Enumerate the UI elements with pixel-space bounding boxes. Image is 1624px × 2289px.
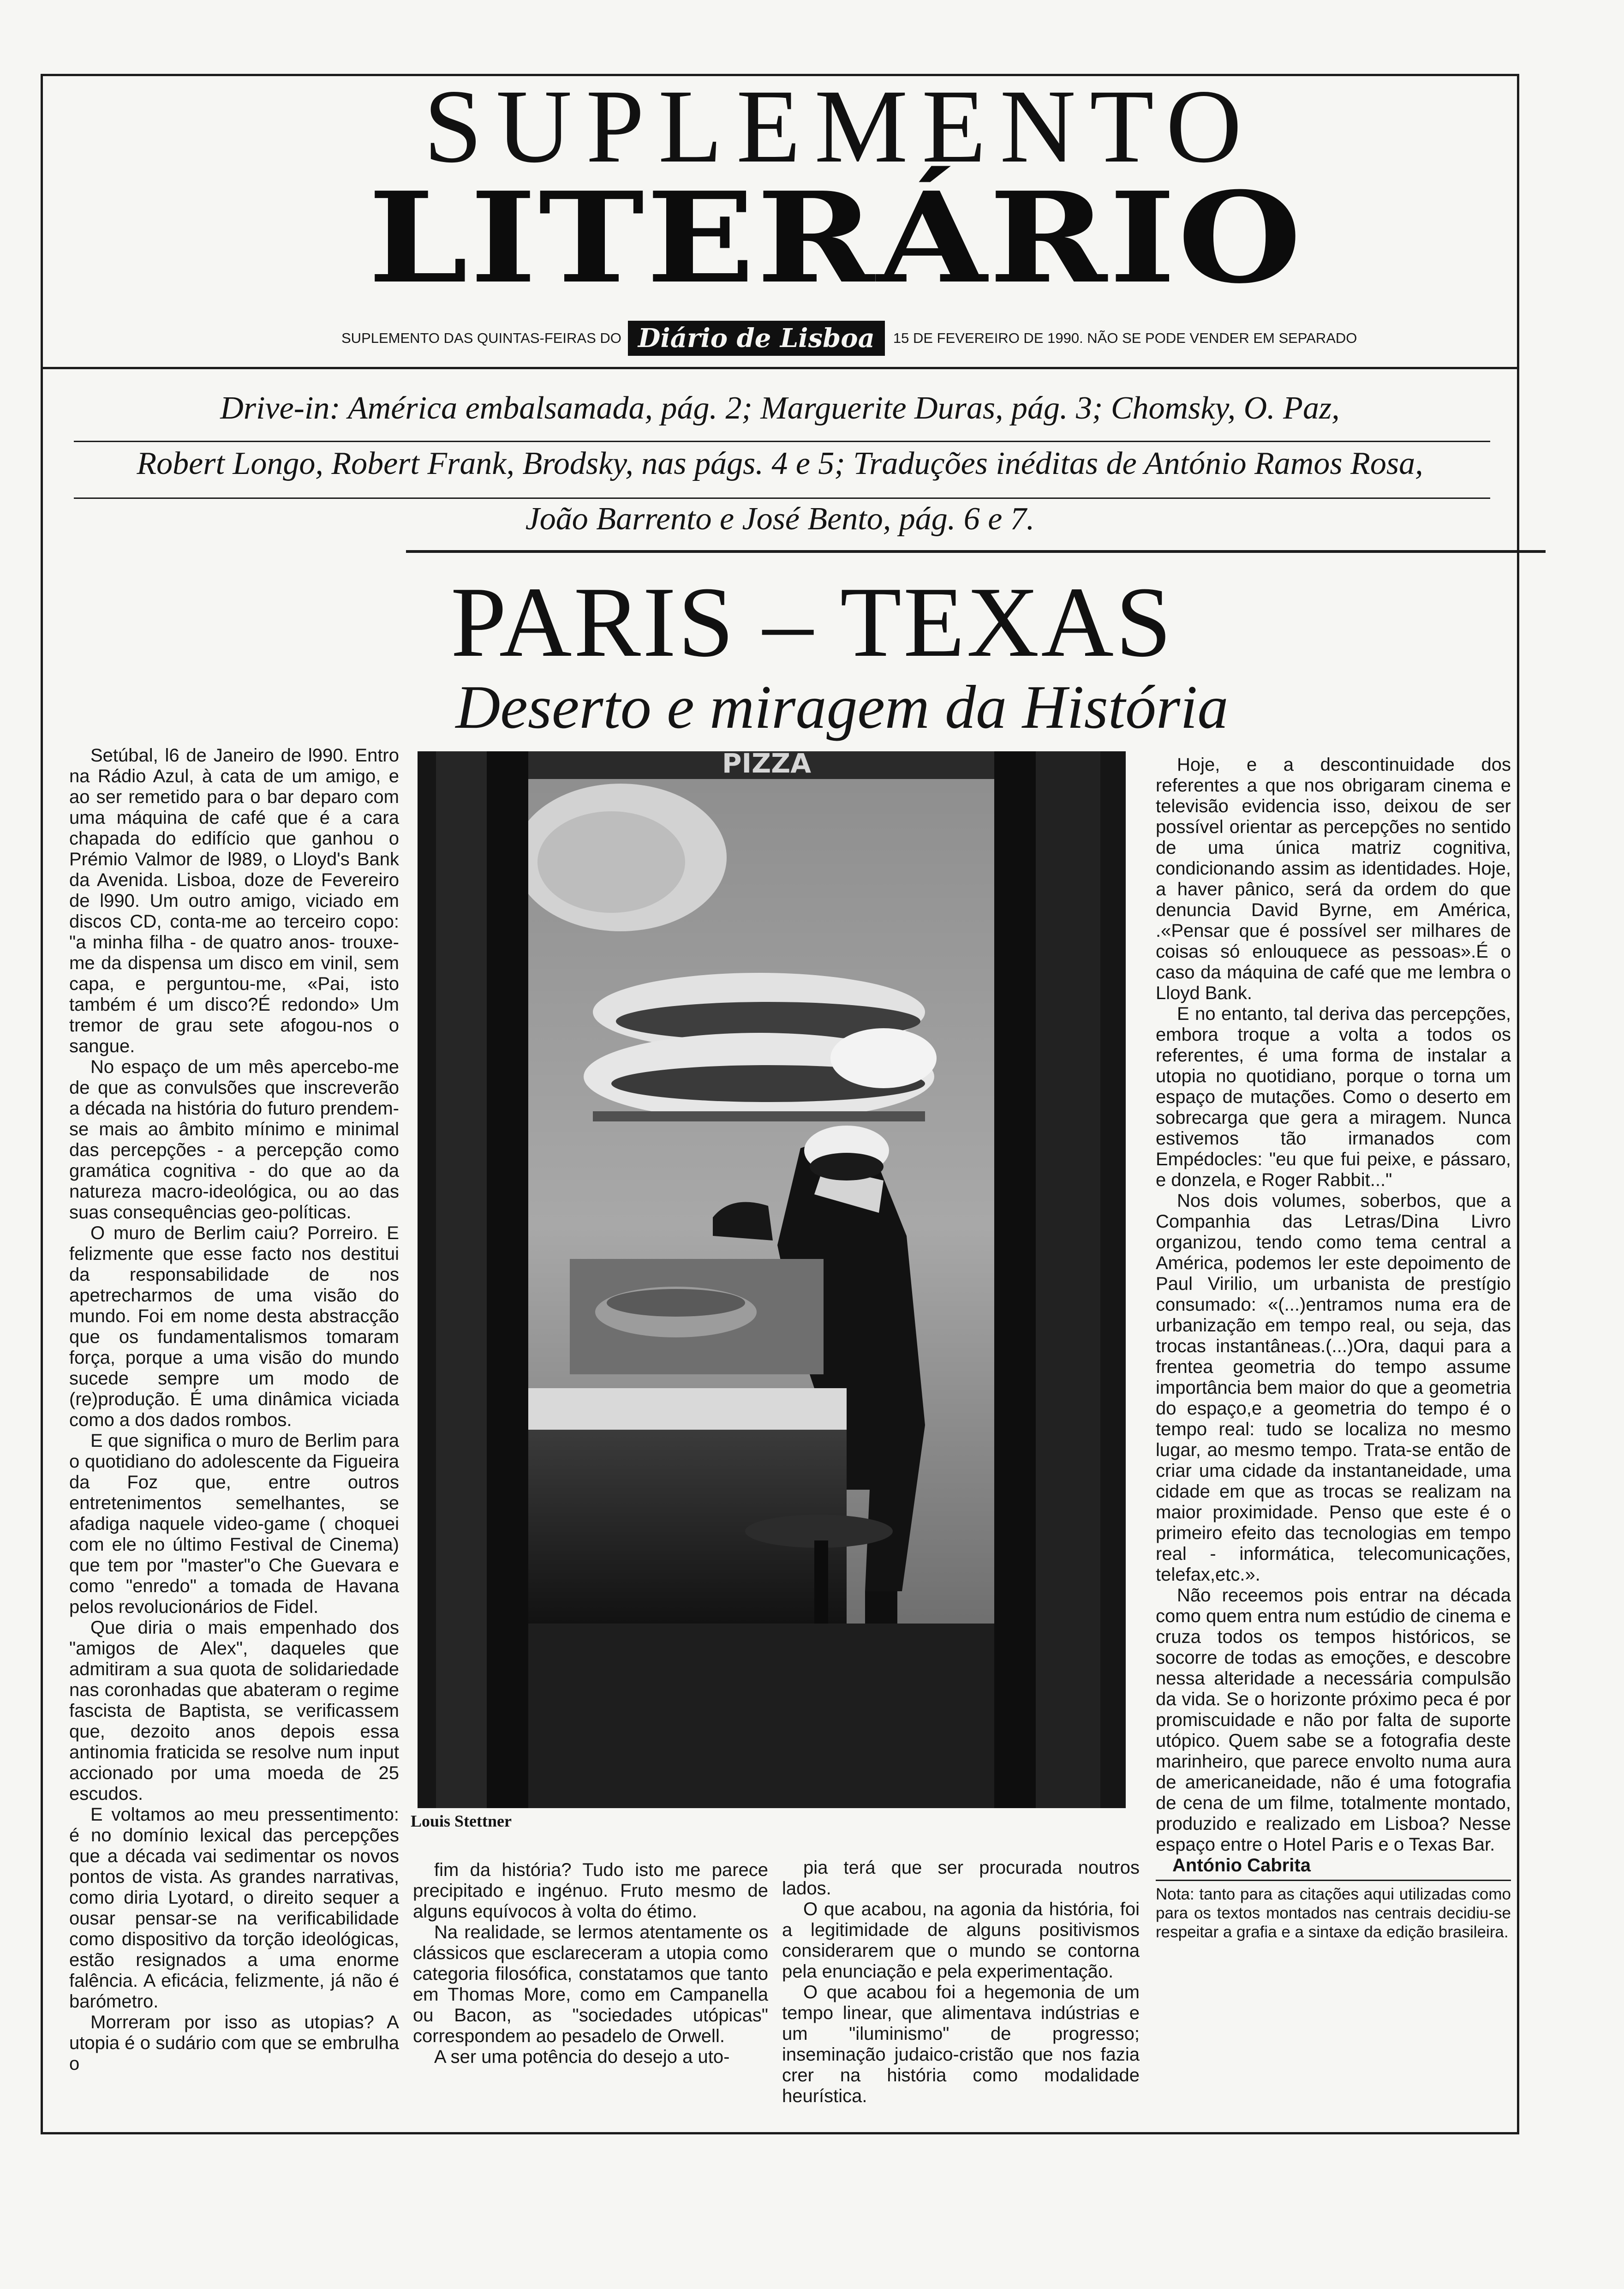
article-paragraph: Não receemos pois entrar na década como quem entra num estúdio de cinema e cruza todos os tempos históricos, se socorre de todas as emoções, e descobre nessa alteridade a necessária compulsão da vida. Se o horizonte próximo peca é por promiscuidade e não por falta de suporte utópico. Quem sabe se a fotografia deste marinheiro, que parece envolto numa aura de americaneidade, não é uma fotografia de cena de um filme, totalmente montado, produzido e realizado em Lisboa? Nesse espaço entre o Hotel Paris e o Texas Bar. [1156,1585,1511,1855]
summary-line-2: Robert Longo, Robert Frank, Brodsky, nas págs. 4 e 5; Traduções inéditas de António Ramos Rosa, [137,446,1423,481]
summary-line-1: Drive-in: América embalsamada, pág. 2; Marguerite Duras, pág. 3; Chomsky, O. Paz, [220,390,1340,426]
article-paragraph: fim da história? Tudo isto me parece precipitado e ingénuo. Fruto mesmo de alguns equívocos à volta do étimo. [413,1860,768,1922]
article-paragraph: O muro de Berlim caiu? Porreiro. E felizmente que esse facto nos destitui da responsabilidade de nos apetrecharmos de uma visão do mundo. Foi em nome desta abstracção que os fundamentalismos tomaram força, porque a uma visão do mundo sucede sempre um modo de (re)produção. É uma dinâmica viciada como a dos dados rombos. [69,1223,399,1430]
article-paragraph: Nos dois volumes, soberbos, que a Companhia das Letras/Dina Livro organizou, tendo como tema central a América, podemos ler este depoimento de Paul Virilio, um urbanista de prestígio consumado: «(...)entramos numa era de urbanização em tempo real, ou seja, das trocas instantâneas.(...)Ora, daqui para a frentea geometria do tempo assume importância bem maior do que a geometria do espaço,e a geometria do tempo é o tempo real: tudo se localiza no mesmo lugar, ao mesmo tempo. Trata-se então de criar uma cidade da instantaneidade, uma cidade em que as trocas se realizam na maior proximidade. Penso que este é o primeiro efeito das tecnologias em tempo real - informática, telecomunicações, telefax,etc.». [1156,1191,1511,1585]
masthead-dateline-right: 15 DE FEVEREIRO DE 1990. NÃO SE PODE VENDER EM SEPARADO [893,330,1357,346]
masthead-title-main: LITERÁRIO [368,164,1304,311]
pizza-sign-text: PIZZA [722,751,812,779]
photo-credit: Louis Stettner [411,1812,512,1830]
diario-de-lisboa-logo: Diário de Lisboa [628,321,885,356]
article-column-middle-a [413,1860,768,2067]
article-paragraph: O que acabou, na agonia da história, foi a legitimidade de alguns positivismos considerarem que o mundo se contorna pela enunciação e pela experimentação. [782,1899,1140,1982]
article-paragraph: Morreram por isso as utopias? A utopia é o sudário com que se embrulha o [69,2012,399,2074]
article-paragraph: No espaço de um mês apercebo-me de que as convulsões que inscreverão a década na história do futuro prendem-se mais ao âmbito mínimo e minimal das percepções - a percepção como gramática cognitiva - do que ao da natureza macro-ideológica, ou ao das suas consequências geo-políticas. [69,1057,399,1222]
sailor-photo [418,751,1126,1808]
masthead-dateline [341,318,1357,359]
article-author: António Cabrita [1172,1855,1311,1876]
article-paragraph: E no entanto, tal deriva das percepções, embora troque a volta a todos os referentes, é uma forma de instalar a utopia no quotidiano, porque o torna um espaço de mutações. Como o deserto em sobrecarga que gera a miragem. Nunca estivemos tão irmanados com Empédocles: "eu que fui peixe, e pássaro, e donzela, e Roger Rabbit..." [1156,1004,1511,1190]
article-paragraph: E voltamos ao meu pressentimento: é no domínio lexical das percepções que a década vai sedimentar os novos pontos de vista. As grandes narrativas, como diria Lyotard, o direito sequer a ousar pensar-se na verificabilidade como dispositivo da torção ideológicas, estão resignados a uma enorme falência. A eficácia, felizmente, já não é barómetro. [69,1804,399,2012]
article-column-right-body [1156,755,1511,1855]
article-column-left [69,745,399,2074]
article-paragraph: Que diria o mais empenhado dos "amigos de Alex", daqueles que admitiram a sua quota de solidariedade nas coronhadas que abateram o regime fascista de Baptista, se verificassem que, dezoito anos depois essa antinomia fraticida se resolve num input accionado por uma moeda de 25 escudos. [69,1618,399,1804]
summary-rule-1 [74,441,1490,442]
article-subhead: Deserto e miragem da História [455,673,1229,741]
article-paragraph: O que acabou foi a hegemonia de um tempo linear, que alimentava indústrias e um "iluminismo" de progresso; inseminação judaico-cristão que nos fazia crer na história como modalidade heurística. [782,1982,1140,2106]
article-paragraph: Hoje, e a descontinuidade dos referentes a que nos obrigaram cinema e televisão evidencia isso, deixou de ser possível orientar as percepções no sentido de uma única matriz cognitiva, condicionando assim as identidades. Hoje, a haver pânico, será da ordem do que denuncia David Byrne, em América, .«Pensar que é possível ser milhares de coisas só enlouquece as pessoas».É o caso da máquina de café que me lembra o Lloyd Bank. [1156,755,1511,1003]
article-paragraph: pia terá que ser procurada noutros lados. [782,1858,1140,1899]
article-column-middle-b [782,1858,1140,2107]
article-paragraph: Setúbal, l6 de Janeiro de l990. Entro na Rádio Azul, à cata de um amigo, e ao ser remetido para o bar deparo com uma máquina de café que é a cara chapada do edifício que ganhou o Prémio Valmor de l989, o Lloyd's Bank da Avenida. Lisboa, doze de Fevereiro de l990. Um outro amigo, viciado em discos CD, conta-me ao terceiro copo: "a minha filha - de quatro anos- trouxe-me da dispensa um disco em vinil, sem capa, e perguntou-me, «Pai, isto também é um disco?É redondo» Um tremor de grau sete afogou-nos o sangue. [69,745,399,1056]
article-paragraph: E que significa o muro de Berlim para o quotidiano do adolescente da Figueira da Foz que, entre outros entretenimentos semelhantes, se afadiga naquele video-game ( choquei com ele no último Festival de Cinema) que tem por "master"o Che Guevara e como "enredo" a tomada de Havana pelos revolucionários de Fidel. [69,1431,399,1617]
masthead-rule [41,367,1519,369]
headline-rule [406,550,1546,553]
article-headline: PARIS – TEXAS [450,567,1174,678]
summary-line-3: João Barrento e José Bento, pág. 6 e 7. [525,501,1035,537]
article-paragraph: A ser uma potência do desejo a uto- [434,2047,730,2067]
masthead-title-top: SUPLEMENTO [424,68,1256,185]
article-paragraph: Na realidade, se lermos atentamente os clássicos que esclareceram a utopia como categoria filosófica, constatamos que tanto em Thomas More, como em Campanella ou Bacon, as "sociedades utópicas" correspondem ao pesadelo de Orwell. [413,1922,768,2046]
editorial-note: Nota: tanto para as citações aqui utilizadas como para os textos montados nas centrais decidiu-se respeitar a grafia e a sintaxe da edição brasileira. [1156,1880,1511,1941]
masthead-dateline-left: SUPLEMENTO DAS QUINTAS-FEIRAS DO [341,330,621,346]
article-column-right [1156,755,1511,1941]
summary-rule-2 [74,497,1490,499]
